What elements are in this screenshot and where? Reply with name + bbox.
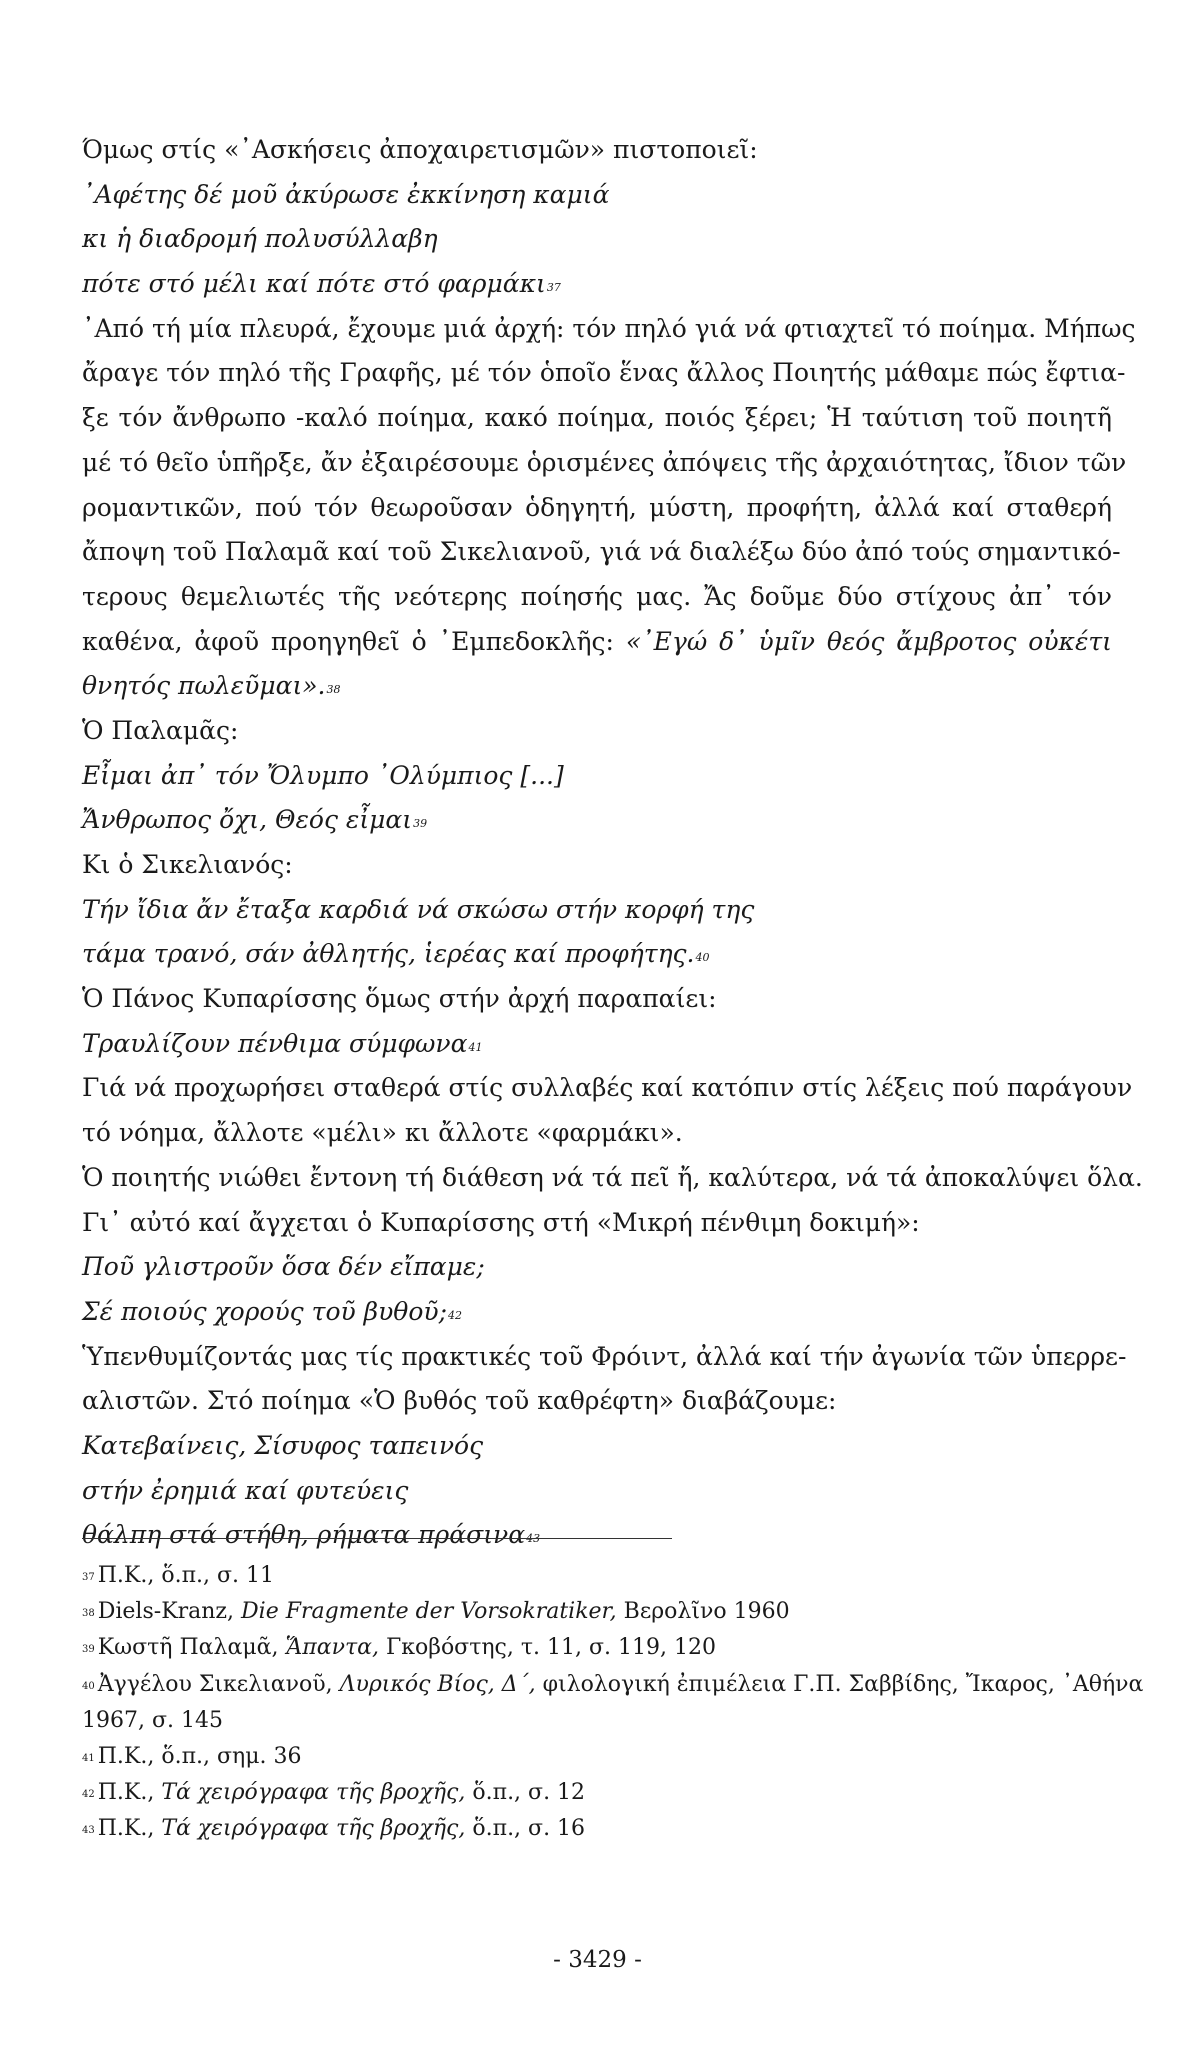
text-span: Ὑπενθυμίζοντάς μας τίς πρακτικές τοῦ Φρόιντ, ἀλλά καί τήν ἀγωνία τῶν ὑπερρε-: [82, 1341, 1127, 1371]
footnote-ref: 37: [546, 281, 561, 295]
main-text: [82, 128, 1143, 1558]
text-span: τό νόημα, ἄλλοτε «μέλι» κι ἄλλοτε «φαρμάκι».: [82, 1118, 683, 1148]
text-span: Κατεβαίνεις, Σίσυφος ταπεινός: [82, 1430, 484, 1460]
text-line: [82, 620, 1112, 665]
footnote-continuation: [82, 1703, 1112, 1739]
footnote-title: Die Fragmente der Vorsokratiker,: [241, 1599, 617, 1625]
text-line: [82, 128, 1112, 173]
poem-line: [82, 888, 1112, 933]
text-span: ἄραγε τόν πηλό τῆς Γραφῆς, μέ τόν ὁποῖο ἕνας ἄλλος Ποιητής μάθαμε πώς ἔφτια-: [82, 358, 1126, 388]
footnote-title: Ἅπαντα,: [285, 1635, 379, 1661]
poem-line: [82, 262, 1112, 307]
text-span: ᾿Αφέτης δέ μοῦ ἀκύρωσε ἐκκίνηση καμιά: [82, 179, 610, 209]
text-span: θάλπη στά στήθη, ρήματα πράσινα: [82, 1520, 526, 1550]
text-line: [82, 351, 1126, 396]
poem-line: [82, 1424, 1112, 1469]
footnote-text: Ἀγγέλου Σικελιανοῦ,: [97, 1671, 340, 1697]
footnote-number: 40: [82, 1680, 95, 1692]
text-span: Εἶμαι ἀπ᾿ τόν Ὄλυμπο ᾿Ολύμπιος [...]: [82, 760, 564, 790]
poem-line: [82, 1513, 1112, 1558]
footnote-text: Π.Κ., ὅ.π., σημ. 36: [97, 1743, 302, 1769]
text-span: Ποῦ γλιστροῦν ὅσα δέν εἴπαμε;: [82, 1252, 485, 1282]
text-line: [82, 1379, 1112, 1424]
text-line: [82, 307, 1136, 352]
footnote-text: ὅ.π., σ. 12: [465, 1780, 586, 1806]
text-line: [82, 530, 1121, 575]
footnote-text: Γκοβόστης, τ. 11, σ. 119, 120: [378, 1635, 716, 1661]
footnote-text: Π.Κ.,: [97, 1816, 162, 1842]
poem-line: [82, 754, 1112, 799]
text-line: [82, 1111, 1112, 1156]
footnote: [82, 1594, 1112, 1630]
text-span: Γι᾿ αὐτό καί ἄγχεται ὁ Κυπαρίσσης στή «Μικρή πένθιμη δοκιμή»:: [82, 1207, 920, 1237]
poem-line: [82, 798, 1112, 843]
footnote-title: Τά χειρόγραφα τῆς βροχῆς,: [161, 1816, 466, 1842]
text-span: Ἄνθρωπος ὄχι, Θεός εἶμαι: [82, 805, 413, 835]
footnote: [82, 1775, 1112, 1811]
footnote-text: ὅ.π., σ. 16: [465, 1816, 586, 1842]
text-span: Κι ὁ Σικελιανός:: [82, 850, 293, 879]
text-span: στήν ἐρημιά καί φυτεύεις: [82, 1475, 409, 1505]
text-line: [82, 1156, 1143, 1201]
text-span: θνητός πωλεῦμαι».: [82, 671, 326, 701]
footnote-number: 41: [82, 1752, 95, 1764]
text-span: πότε στό μέλι καί πότε στό φαρμάκι: [82, 269, 546, 299]
text-span: Ὁ Πάνος Κυπαρίσσης ὅμως στήν ἀρχή παραπαίει:: [82, 984, 717, 1014]
poem-line: [82, 932, 1112, 977]
text-span: τερους θεμελιωτές τῆς νεότερης ποίησής μας. Ἄς δοῦμε δύο στίχους ἀπ᾿ τόν: [82, 581, 1112, 611]
footnote-text: 1967, σ. 145: [82, 1707, 223, 1733]
footnotes: [82, 1558, 1144, 1848]
footnote-text: Π.Κ., ὅ.π., σ. 11: [97, 1563, 275, 1588]
footnote-divider: [82, 1538, 672, 1539]
footnote-ref: 43: [526, 1532, 541, 1546]
page-number: - 3429 -: [553, 1947, 642, 1973]
text-line: [82, 664, 1112, 709]
text-line: [82, 396, 1112, 441]
footnote-title: Λυρικός Βίος, Δ΄,: [339, 1671, 536, 1697]
footnote-ref: 39: [413, 817, 428, 831]
text-span: τάμα τρανό, σάν ἀθλητής, ἱερέας καί προφήτης.: [82, 939, 695, 969]
text-line: [82, 1066, 1133, 1111]
text-line: [82, 486, 1112, 531]
poem-line: [82, 1290, 1112, 1335]
footnote-number: 38: [82, 1608, 95, 1620]
text-span: Ὁ ποιητής νιώθει ἔντονη τή διάθεση νά τά πεῖ ἤ, καλύτερα, νά τά ἀποκαλύψει ὅλα.: [82, 1162, 1143, 1192]
text-span: ᾿Από τή μία πλευρά, ἔχουμε μιά ἀρχή: τόν πηλό γιά νά φτιαχτεῖ τό ποίημα. Μήπως: [82, 313, 1136, 343]
text-span: Γιά νά προχωρήσει σταθερά στίς συλλαβές καί κατόπιν στίς λέξεις πού παράγουν: [82, 1073, 1133, 1103]
text-span: ἄποψη τοῦ Παλαμᾶ καί τοῦ Σικελιανοῦ, γιά νά διαλέξω δύο ἀπό τούς σημαντικό-: [82, 537, 1121, 567]
poem-line: [82, 1245, 1112, 1290]
text-line: [82, 441, 1127, 486]
footnote-number: 39: [82, 1644, 95, 1656]
text-span: ξε τόν ἄνθρωπο -καλό ποίημα, κακό ποίημα, ποιός ξέρει; Ἡ ταύτιση τοῦ ποιητῆ: [82, 403, 1112, 433]
poem-line: [82, 1469, 1112, 1514]
footnote: [82, 1739, 1112, 1775]
text-span: κι ἡ διαδρομή πολυσύλλαβη: [82, 224, 438, 254]
footnote-text: Diels-Kranz,: [97, 1599, 242, 1625]
text-span: Όμως στίς «᾿Ασκήσεις ἀποχαιρετισμῶν» πιστοποιεῖ:: [82, 135, 758, 164]
text-span: Σέ ποιούς χορούς τοῦ βυθοῦ;: [82, 1296, 448, 1326]
text-span: Ὁ Παλαμᾶς:: [82, 715, 239, 745]
footnote-text: Κωστῆ Παλαμᾶ,: [97, 1635, 286, 1661]
text-span: μέ τό θεῖο ὑπῆρξε, ἄν ἐξαιρέσουμε ὁρισμένες ἀπόψεις τῆς ἀρχαιότητας, ἴδιον τῶν: [82, 447, 1127, 477]
footnote-ref: 38: [326, 683, 341, 697]
text-line: [82, 977, 1112, 1022]
quote-span: «᾿Εγώ δ᾿ ὑμῖν θεός ἄμβροτος οὐκέτι: [625, 626, 1112, 656]
poem-line: [82, 173, 1112, 218]
text-line: [82, 843, 1112, 888]
footnote-text: Π.Κ.,: [97, 1780, 162, 1806]
footnote: [82, 1667, 1144, 1703]
footnote-ref: 42: [448, 1308, 463, 1322]
text-line: [82, 575, 1112, 620]
footnote: [82, 1630, 1112, 1666]
footnote-title: Τά χειρόγραφα τῆς βροχῆς,: [161, 1780, 466, 1806]
footnote: [82, 1558, 1112, 1594]
text-span: Τήν ἴδια ἄν ἔταξα καρδιά νά σκώσω στήν κορφή της: [82, 894, 755, 924]
footnote-ref: 40: [695, 951, 710, 965]
text-span: Τραυλίζουν πένθιμα σύμφωνα: [82, 1028, 468, 1058]
text-line: [82, 1335, 1127, 1380]
text-span: ρομαντικῶν, πού τόν θεωροῦσαν ὁδηγητή, μύστη, προφήτη, ἀλλά καί σταθερή: [82, 492, 1112, 522]
text-line: [82, 1201, 1112, 1246]
footnote-number: 43: [82, 1825, 95, 1837]
poem-line: [82, 217, 1112, 262]
footnote-number: 42: [82, 1789, 95, 1801]
footnote: [82, 1811, 1112, 1847]
footnote-text: Βερολῖνο 1960: [616, 1599, 790, 1625]
text-line: [82, 709, 1112, 754]
poem-line: [82, 1022, 1112, 1067]
text-span: καθένα, ἀφοῦ προηγηθεῖ ὁ ᾿Εμπεδοκλῆς:: [82, 626, 626, 656]
footnote-ref: 41: [468, 1040, 483, 1054]
footnote-text: φιλολογική ἐπιμέλεια Γ.Π. Σαββίδης, Ἴκαρος, ᾿Αθήνα: [535, 1671, 1144, 1697]
footnote-number: 37: [82, 1572, 95, 1583]
text-span: αλιστῶν. Στό ποίημα «Ὁ βυθός τοῦ καθρέφτη» διαβάζουμε:: [82, 1386, 837, 1416]
